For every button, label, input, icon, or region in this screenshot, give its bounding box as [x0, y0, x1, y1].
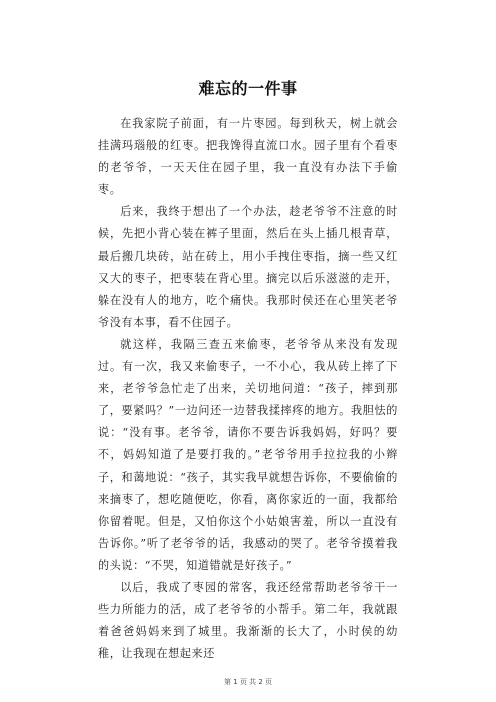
document-title: 难忘的一件事: [198, 79, 298, 98]
paragraph: 就这样，我隔三查五来偷枣，老爷爷从来没有发现过。有一次，我又来偷枣子，一不小心，我从砖上摔了下来，老爷爷急忙走了出来，关切地问道：“孩子，摔到那了，要紧吗？”一边问还一边替我揉摔疼的地方。我胆怯的说：“没有事。老爷爷，请你不要告诉我妈妈，好吗？要不，妈妈知道了是要打我的。”老爷爷用手拉拉我的小辫子，和蔼地说：“孩子，其实我早就想告诉你，不要偷偷的来摘枣了，想吃随便吃，你看，离你家近的一面，我都给你留着呢。但是，又怕你这个小姑娘害羞，所以一直没有告诉你。”听了老爷爷的话，我感动的哭了。老爷爷摸着我的头说：“不哭，知道错就是好孩子。”: [98, 337, 398, 572]
paragraph: 在我家院子前面，有一片枣园。每到秋天，树上就会挂满玛瑙般的红枣。把我馋得直流口水。园子里有个看枣的老爷爷，一天天住在园子里，我一直没有办法下手偷枣。: [98, 117, 398, 197]
paragraph: 以后，我成了枣园的常客，我还经常帮助老爷爷干一些力所能力的活，成了老爷爷的小帮手。第二年，我就跟着爸爸妈妈来到了城里。我渐渐的长大了，小时侯的幼稚，让我现在想起来还: [98, 580, 398, 661]
document-body: [98, 113, 398, 665]
paragraph: 后来，我终于想出了一个办法，趁老爷爷不注意的时候，先把小背心装在裤子里面，然后在头上插几根青草，最后搬几块砖，站在砖上，用小手拽住枣指，摘一些又红又大的枣子，把枣装在背心里。摘完以后乐滋滋的走开，躲在没有人的地方，吃个痛快。我那时侯还在心里笑老爷爷没有本事，看不住园子。: [98, 205, 398, 329]
page-number-footer: 第 1 页 共 2 页: [223, 678, 273, 686]
